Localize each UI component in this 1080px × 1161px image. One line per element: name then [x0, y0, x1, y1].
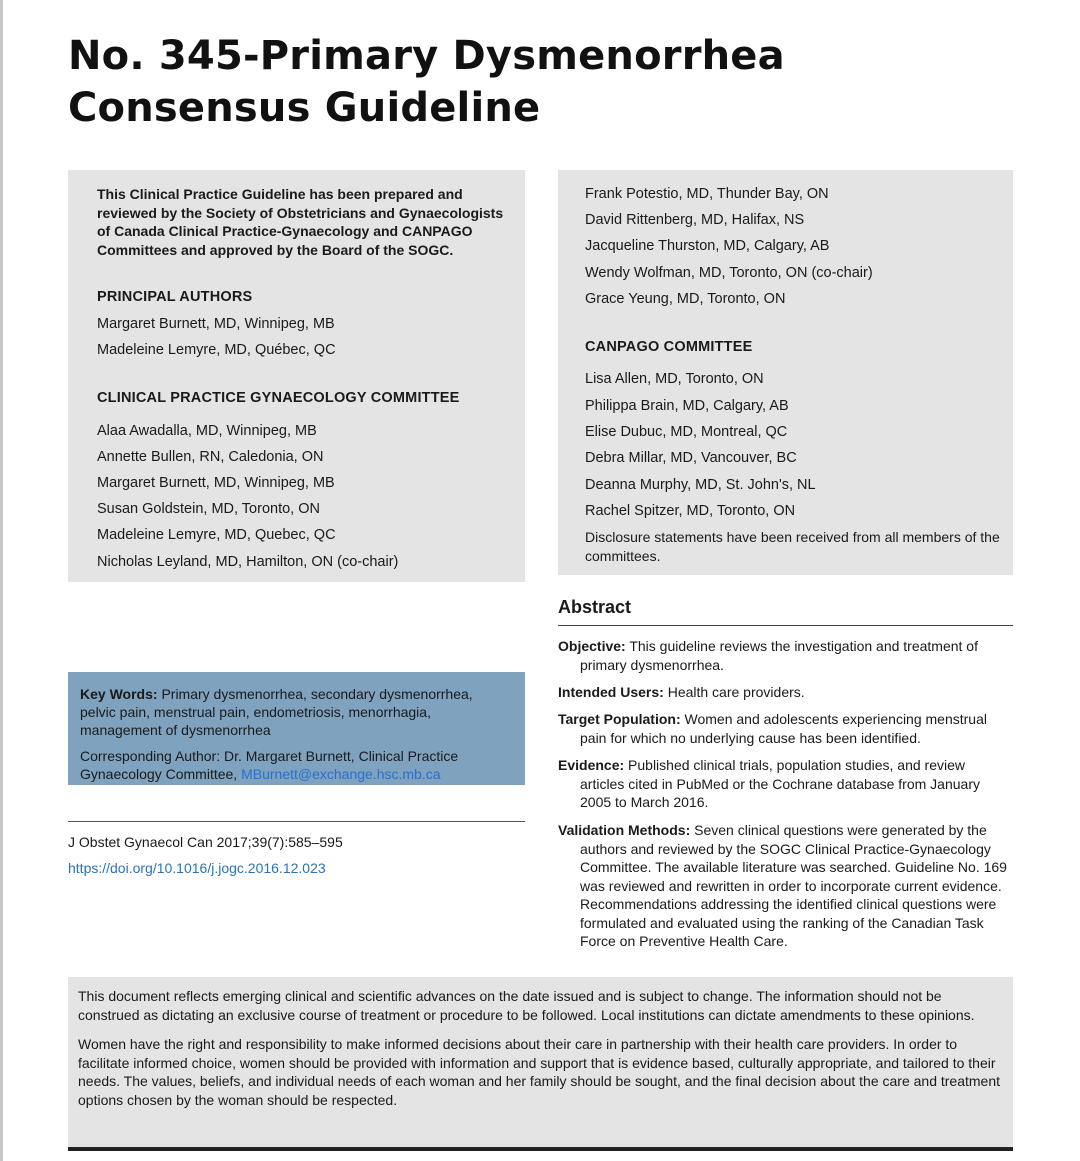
- page-title: No. 345-Primary Dysmenorrhea Consensus Guideline: [68, 33, 785, 131]
- author-item: Madeleine Lemyre, MD, Québec, QC: [97, 342, 336, 358]
- committee-member: Wendy Wolfman, MD, Toronto, ON (co-chair): [585, 265, 873, 281]
- abstract-text: Seven clinical questions were generated by the authors and reviewed by the SOGC Clinical Practice-Gynaecology Committee. The available literature was searched. Guideline No. 169 was reviewed and rewritten in order to incorporate current evidence. Recommendations addressing the identified clinical questions were formulated and evaluated using the ranking of the Canadian Task Force on Preventive Health Care.: [580, 822, 1007, 949]
- citation-divider: [68, 821, 525, 822]
- abstract-label: Objective:: [558, 638, 626, 654]
- principal-authors-heading: PRINCIPAL AUTHORS: [97, 289, 253, 305]
- page-edge: [0, 0, 3, 1161]
- doi-link[interactable]: https://doi.org/10.1016/j.jogc.2016.12.023: [68, 860, 326, 876]
- abstract-text: This guideline reviews the investigation and treatment of primary dysmenorrhea.: [580, 638, 978, 673]
- intro-statement: This Clinical Practice Guideline has been prepared and reviewed by the Society of Obstetricians and Gynaecologists of Canada Clinical Practice-Gynaecology and CANPAGO Committees and approved by the Board of the SOGC.: [97, 186, 504, 258]
- committee-member: Grace Yeung, MD, Toronto, ON: [585, 291, 786, 307]
- committee-member: Frank Potestio, MD, Thunder Bay, ON: [585, 186, 829, 202]
- canpago-member: Deanna Murphy, MD, St. John's, NL: [585, 477, 816, 493]
- committee-member: Alaa Awadalla, MD, Winnipeg, MB: [97, 423, 317, 439]
- abstract-label: Validation Methods:: [558, 822, 691, 838]
- footer-rule: [68, 1147, 1013, 1151]
- email-link[interactable]: MBurnett@exchange.hsc.mb.ca: [241, 766, 441, 782]
- notice-paragraph-2: Women have the right and responsibility to make informed decisions about their care in partnership with their health care providers. In order to facilitate informed choice, women should be provided with information and support that is evidence based, culturally appropriate, and tailored to their needs. The values, beliefs, and individual needs of each woman and her family should be sought, and the final decision about the care and treatment options chosen by the woman should be respected.: [78, 1036, 1001, 1108]
- abstract-text: Women and adolescents experiencing menstrual pain for which no underlying cause has been identified.: [580, 711, 987, 746]
- notice-paragraph-1: This document reflects emerging clinical and scientific advances on the date issued and is subject to change. The information should not be construed as dictating an exclusive course of treatment or procedure to be followed. Local institutions can dictate amendments to these opinions.: [78, 988, 975, 1023]
- abstract-label: Intended Users:: [558, 684, 664, 700]
- abstract-intended-users: [558, 683, 1013, 702]
- committee-member: Annette Bullen, RN, Caledonia, ON: [97, 449, 324, 465]
- keywords-text: Primary dysmenorrhea, secondary dysmenorrhea, pelvic pain, menstrual pain, endometriosis, menorrhagia, management of dysmenorrhea: [80, 686, 473, 738]
- keywords-label: Key Words:: [80, 686, 158, 702]
- abstract-text: Published clinical trials, population studies, and review articles cited in PubMed or the Cochrane database from January 2005 to March 2016.: [580, 757, 980, 810]
- corresponding-author-text: Corresponding Author: Dr. Margaret Burnett, Clinical Practice Gynaecology Committee,: [80, 748, 459, 782]
- abstract-objective: [558, 637, 1013, 674]
- journal-citation: J Obstet Gynaecol Can 2017;39(7):585–595: [68, 834, 343, 850]
- abstract-divider: [558, 625, 1013, 626]
- canpago-member: Lisa Allen, MD, Toronto, ON: [585, 371, 764, 387]
- disclosure-statement: Disclosure statements have been received from all members of the committees.: [585, 529, 1000, 564]
- abstract-evidence: [558, 756, 1013, 812]
- canpago-member: Philippa Brain, MD, Calgary, AB: [585, 398, 789, 414]
- committee-member: Margaret Burnett, MD, Winnipeg, MB: [97, 475, 335, 491]
- abstract-label: Evidence:: [558, 757, 625, 773]
- committee-member: Susan Goldstein, MD, Toronto, ON: [97, 501, 320, 517]
- abstract-label: Target Population:: [558, 711, 681, 727]
- author-item: Margaret Burnett, MD, Winnipeg, MB: [97, 316, 335, 332]
- corresponding-author: [80, 747, 510, 783]
- canpago-heading: CANPAGO COMMITTEE: [585, 339, 753, 355]
- abstract-validation-methods: [558, 821, 1013, 951]
- canpago-member: Debra Millar, MD, Vancouver, BC: [585, 450, 797, 466]
- keywords: [80, 685, 510, 739]
- committee-member: Madeleine Lemyre, MD, Quebec, QC: [97, 527, 336, 543]
- abstract-text: Health care providers.: [667, 684, 805, 700]
- abstract-heading: Abstract: [558, 597, 632, 617]
- committee-member: Nicholas Leyland, MD, Hamilton, ON (co-chair): [97, 554, 399, 570]
- committee-member: David Rittenberg, MD, Halifax, NS: [585, 212, 805, 228]
- committee-member: Jacqueline Thurston, MD, Calgary, AB: [585, 238, 830, 254]
- canpago-member: Rachel Spitzer, MD, Toronto, ON: [585, 503, 796, 519]
- abstract-target-population: [558, 710, 1013, 747]
- canpago-member: Elise Dubuc, MD, Montreal, QC: [585, 424, 788, 440]
- cpg-committee-heading: CLINICAL PRACTICE GYNAECOLOGY COMMITTEE: [97, 390, 460, 406]
